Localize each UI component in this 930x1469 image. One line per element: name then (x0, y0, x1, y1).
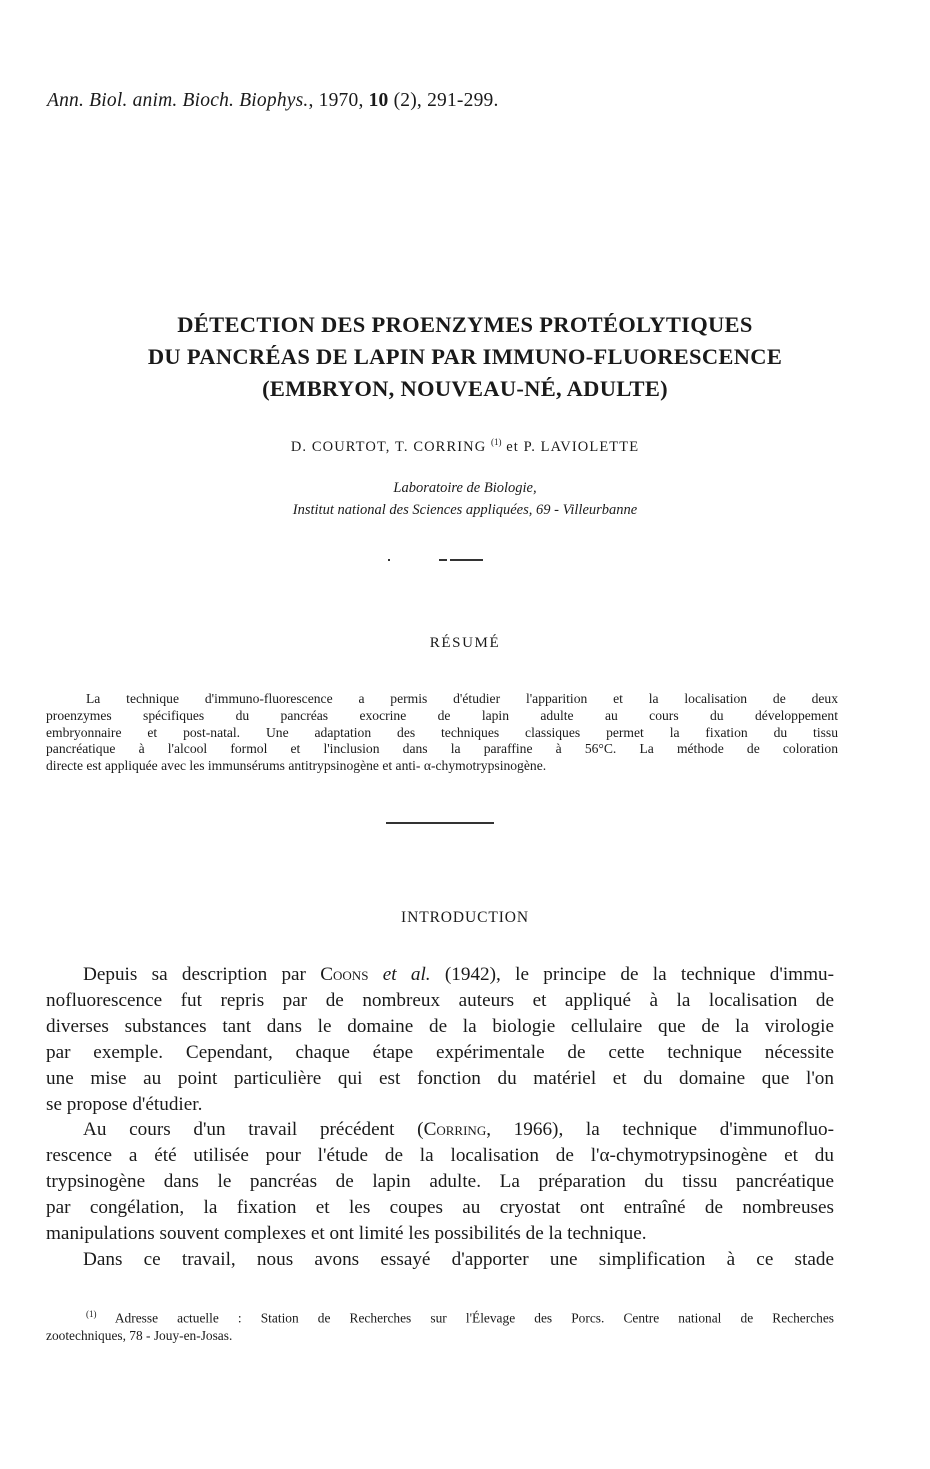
affiliation (0, 477, 930, 521)
cited-author: Corring (423, 1119, 487, 1141)
body-line: Dans ce travail, nous avons essayé d'apporter une simplification à ce stade (83, 1248, 834, 1270)
footnote-line: zootechniques, 78 - Jouy-en-Josas. (46, 1328, 233, 1344)
et-al: et al. (382, 964, 431, 985)
footnote (46, 1305, 834, 1345)
abstract-line: proenzymes spécifiques du pancréas exocrine de lapin adulte au cours du développement (46, 707, 838, 723)
resume-abstract (46, 691, 838, 775)
body-line (46, 1117, 834, 1143)
abstract-line: pancréatique à l'alcool formol et l'inclusion dans la paraffine à 56°C. La méthode de coloration (46, 741, 838, 757)
title-line: DU PANCRÉAS DE LAPIN PAR IMMUNO-FLUORESCENCE (147, 344, 783, 369)
footnote-text: Adresse actuelle : Station de Recherches sur l'Élevage des Porcs. Centre national de Recherches (96, 1310, 834, 1326)
author-list (0, 437, 930, 456)
affiliation-line: Laboratoire de Biologie, (393, 480, 537, 496)
separator-dash (450, 559, 483, 561)
introduction-body (46, 962, 834, 1273)
header-separator (388, 555, 492, 565)
footnote-mark: (1) (86, 1309, 97, 1319)
body-line (46, 962, 834, 988)
body-line: rescence a été utilisée pour l'étude de la localisation de l'α-chymotrypsinogène et du (46, 1145, 834, 1167)
body-line: manipulations souvent complexes et ont limité les possibilités de la technique. (46, 1223, 647, 1245)
body-line: une mise au point particulière qui est fonction du matériel et du domaine que l'on (46, 1067, 834, 1089)
body-line: par exemple. Cependant, chaque étape expérimentale de cette technique nécessite (46, 1041, 834, 1063)
body-line: trypsinogène dans le pancréas de lapin adulte. La préparation du tissu pancréatique (46, 1171, 834, 1193)
citation-year: , 1970, (308, 90, 369, 111)
citation-issue-pages: (2), 291-299. (388, 90, 499, 111)
abstract-line: embryonnaire et post-natal. Une adaptation des techniques classiques permet la fixation du tissu (46, 724, 838, 740)
resume-heading: RÉSUMÉ (429, 635, 501, 651)
body-line: se propose d'étudier. (46, 1093, 203, 1115)
article-title (0, 309, 930, 405)
author-names-last: et P. LAVIOLETTE (501, 438, 640, 455)
title-line: DÉTECTION DES PROENZYMES PROTÉOLYTIQUES (177, 312, 753, 337)
citation-volume: 10 (368, 90, 389, 111)
author-names: D. COURTOT, T. CORRING (290, 438, 487, 455)
footnote-line (46, 1305, 834, 1327)
body-text-span: , 1966), la technique d'immunofluo- (486, 1119, 834, 1141)
journal-name: Ann. Biol. anim. Bioch. Biophys. (47, 90, 309, 111)
affiliation-line: Institut national des Sciences appliquées, 69 - Villeurbanne (292, 502, 638, 518)
author-footnote-mark: (1) (491, 437, 502, 447)
body-text-span: Au cours d'un travail précédent ( (83, 1119, 424, 1141)
body-line: par congélation, la fixation et les coupes au cryostat ont entraîné de nombreuses (46, 1197, 834, 1219)
separator-dot (388, 559, 390, 561)
body-text-span: (1942), le principe de la technique d'immu- (430, 964, 834, 985)
body-line: diverses substances tant dans le domaine de la biologie cellulaire que de la virologie (46, 1015, 834, 1037)
cited-author: Coons (320, 964, 369, 985)
section-separator (386, 822, 494, 824)
body-line: nofluorescence fut repris par de nombreux auteurs et appliqué à la localisation de (46, 989, 834, 1011)
introduction-heading: INTRODUCTION (401, 909, 529, 926)
journal-citation (47, 90, 499, 112)
abstract-line: directe est appliquée avec les immunsérums antitrypsinogène et anti- α-chymotrypsinogène. (46, 758, 547, 774)
body-text-span: Depuis sa description par (83, 964, 321, 985)
separator-dash (439, 559, 447, 561)
abstract-line: La technique d'immuno-fluorescence a permis d'étudier l'apparition et la localisation de deux (86, 691, 838, 706)
title-line: (EMBRYON, NOUVEAU-NÉ, ADULTE) (262, 376, 668, 401)
